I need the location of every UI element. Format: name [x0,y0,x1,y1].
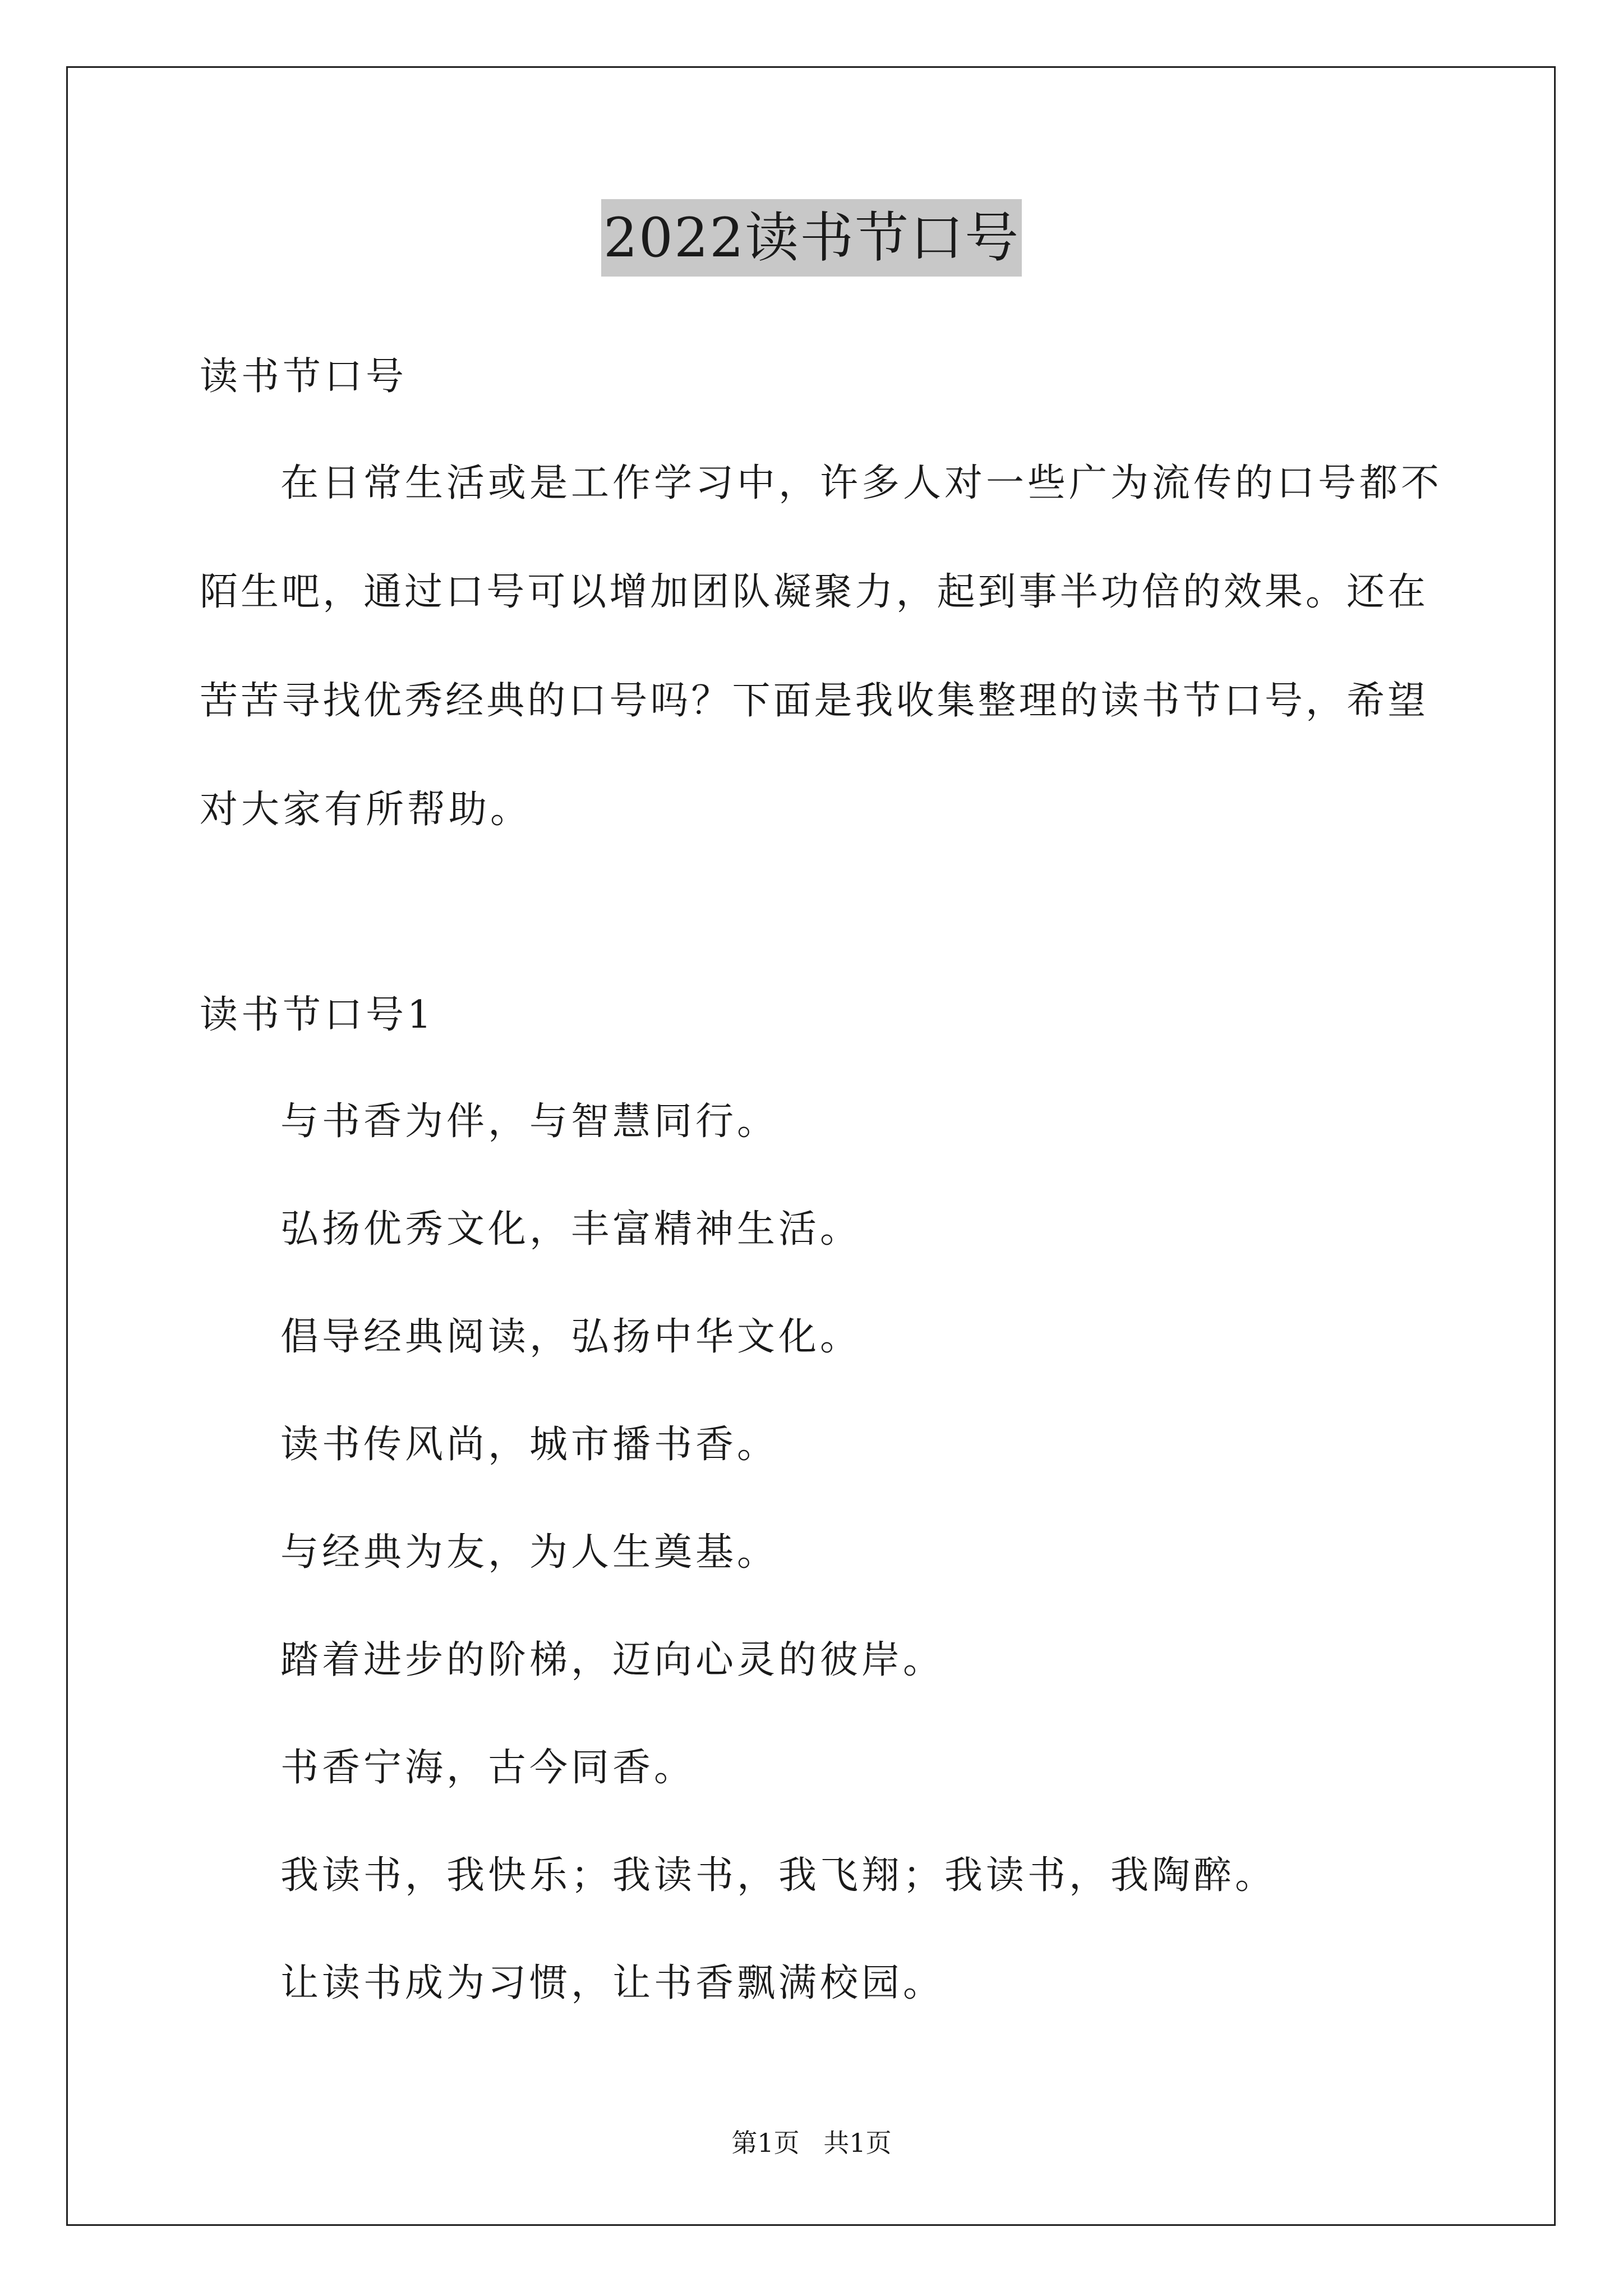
slogan-item: 与经典为友，为人生奠基。 [280,1530,779,1575]
slogan-item: 与书香为伴，与智慧同行。 [280,1099,779,1144]
document-title: 2022读书节口号 [601,199,1022,277]
slogan-item: 读书传风尚，城市播书香。 [280,1423,779,1467]
intro-line-1: 在日常生活或是工作学习中，许多人对一些广为流传的口号都不 [280,461,1443,505]
section-heading: 读书节口号 [200,355,408,399]
page-number: 第1页 [731,2128,800,2158]
slogan-item: 我读书，我快乐；我读书，我飞翔；我读书，我陶醉。 [280,1853,1277,1898]
page-total: 共1页 [823,2128,892,2158]
slogan-item: 踏着进步的阶梯，迈向心灵的彼岸。 [280,1638,945,1682]
intro-line-4: 对大家有所帮助。 [200,788,532,832]
slogan-item: 倡导经典阅读，弘扬中华文化。 [280,1315,862,1359]
intro-line-3: 苦苦寻找优秀经典的口号吗？下面是我收集整理的读书节口号，希望 [200,679,1428,723]
slogan-item: 弘扬优秀文化，丰富精神生活。 [280,1207,862,1251]
title-container [0,199,1623,277]
slogan-item: 让读书成为习惯，让书香飘满校园。 [280,1961,945,2005]
slogan-subheading: 读书节口号1 [200,993,435,1037]
intro-line-2: 陌生吧，通过口号可以增加团队凝聚力，起到事半功倍的效果。还在 [200,570,1428,614]
slogan-item: 书香宁海，古今同香。 [280,1746,696,1790]
page-footer [0,2126,1623,2160]
